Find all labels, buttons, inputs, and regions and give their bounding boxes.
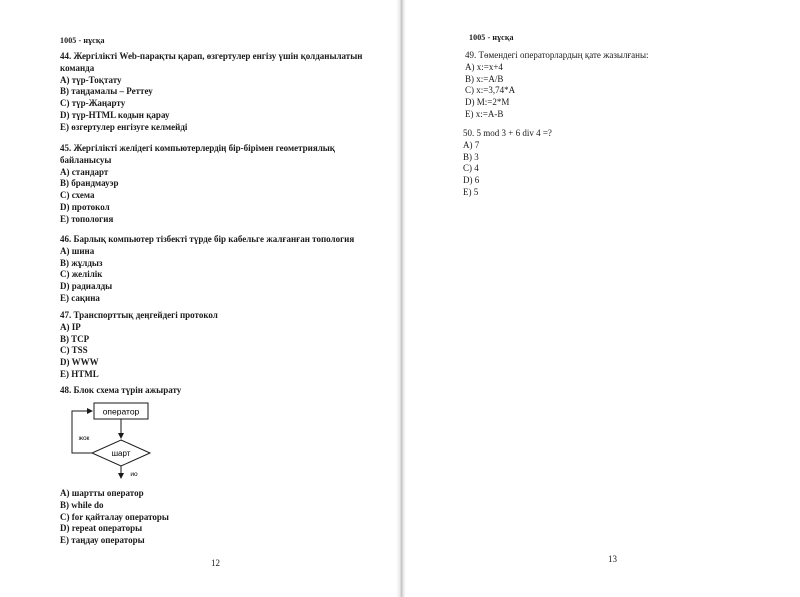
answer-option: A) 7 [463,139,480,150]
right-page-header: 1005 - нұсқа [469,33,514,42]
answer-option: A) x:=x+4 [465,61,503,72]
page-number-left: 12 [211,558,220,568]
flowchart-diagram [68,398,178,480]
question-49 [465,50,649,121]
answer-option: E) топология [60,213,114,224]
book-spine [396,0,406,597]
question-text: 48. Блок схема түрін ажырату [60,385,182,395]
question-text: 45. Жергілікті желідегі компьютерлердің бір-бірімен геометриялық [60,143,335,153]
answer-option: B) 3 [463,151,479,162]
answer-option: C) x:=3,74*A [465,85,516,96]
answer-option: D) WWW [60,357,99,368]
answer-option: A) түр-Тоқтату [60,74,122,85]
answer-option: C) схема [60,190,95,201]
answer-option: B) брандмауэр [60,178,119,189]
question-text: 50. 5 mod 3 + 6 div 4 =? [463,128,552,138]
answer-option: C) 4 [463,163,479,174]
page-number-right: 13 [608,554,617,564]
question-50 [463,128,552,199]
answer-option: B) x:=A/B [465,73,504,84]
question-text: 44. Жергілікті Web-парақты қарап, өзгертулер енгізу үшін қолданылатын [60,51,363,61]
answer-option: E) HTML [60,368,99,379]
question-47 [60,310,218,381]
answer-option: D) 6 [463,175,480,186]
answer-option: D) радиалды [60,281,113,292]
answer-option: B) таңдамалы – Реттеу [60,86,153,97]
operator-box-label: оператор [102,406,140,417]
no-branch-label: жок [78,435,90,442]
answer-option: A) стандарт [60,166,109,177]
condition-diamond-label: шарт [111,449,131,458]
answer-option: E) өзгертулер енгізуге келмейді [60,121,188,132]
left-page-header: 1005 - нұсқа [60,36,105,45]
question-text: байланысуы [60,154,112,165]
question-45 [60,143,335,226]
answer-option: B) while do [60,499,104,510]
question-44 [60,51,362,134]
answer-option: A) IP [60,321,81,332]
answer-option: D) түр-HTML кодын қарау [60,109,170,120]
answer-option: E) сақина [60,292,100,303]
answer-option: E) таңдау операторы [60,535,145,546]
answer-option: A) шина [60,245,95,256]
answer-option: D) repeat операторы [60,523,143,534]
question-text: 49. Төмендегі операторлардың қате жазылғаны: [465,50,649,60]
answer-option: C) түр-Жаңарту [60,98,126,109]
question-46 [60,234,354,305]
question-text: 47. Транспорттық деңгейдегі протокол [60,310,218,320]
answer-option: C) TSS [60,345,88,356]
loop-back-arrow [72,411,92,453]
answer-option: B) жұлдыз [60,257,103,268]
answer-option: C) for қайталау операторы [60,511,169,522]
question-48 [60,385,181,397]
yes-branch-label: ио [130,471,138,478]
question-48-options [60,488,169,547]
answer-option: B) TCP [60,333,90,344]
answer-option: E) 5 [463,186,479,197]
answer-option: E) x:=A-B [465,108,504,119]
answer-option: D) протокол [60,201,110,212]
answer-option: C) желілік [60,269,103,280]
question-text: команда [60,62,95,73]
question-text: 46. Барлық компьютер тізбекті түрде бір кабельге жалғанған топология [60,234,355,244]
answer-option: A) шартты оператор [60,488,144,498]
answer-option: D) M:=2*M [465,97,510,108]
